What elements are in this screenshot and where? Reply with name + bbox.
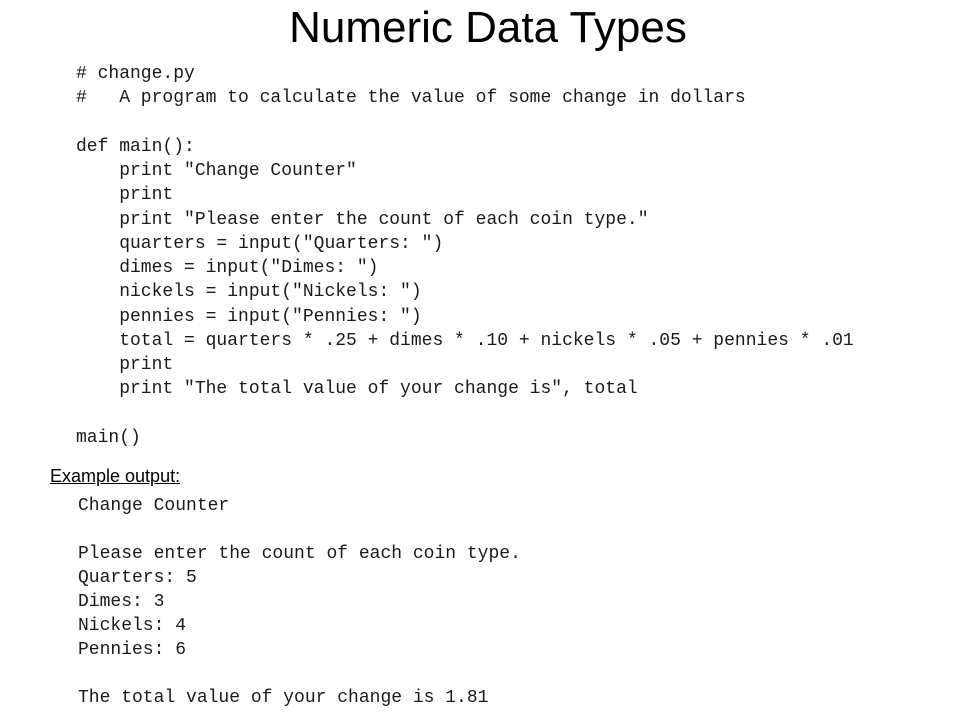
code-line: # change.py	[76, 64, 195, 84]
code-line: print "Change Counter"	[76, 161, 357, 181]
output-line: Quarters: 5	[78, 568, 197, 588]
code-line: print	[76, 355, 174, 375]
code-line: print "The total value of your change is", total	[76, 379, 638, 400]
code-listing	[76, 62, 854, 450]
slide-title: Numeric Data Types	[289, 3, 687, 52]
code-line: print "Please enter the count of each coin type."	[76, 209, 649, 230]
code-line	[76, 111, 854, 135]
code-line: def main():	[76, 136, 195, 157]
output-line: The total value of your change is 1.81	[78, 688, 489, 708]
code-line: pennies = input("Pennies: ")	[76, 306, 422, 327]
output-line: Pennies: 6	[78, 640, 187, 660]
example-output	[78, 494, 521, 710]
code-line: # A program to calculate the value of some change in dollars	[76, 88, 746, 109]
output-line: Nickels: 4	[78, 616, 187, 636]
code-line: quarters = input("Quarters: ")	[76, 233, 444, 254]
code-line: total = quarters * .25 + dimes * .10 + nickels * .05 + pennies * .01	[76, 330, 854, 351]
code-line: dimes = input("Dimes: ")	[76, 258, 379, 278]
output-line	[78, 518, 521, 542]
code-line: nickels = input("Nickels: ")	[76, 282, 422, 303]
code-line: main()	[76, 427, 141, 448]
output-line: Dimes: 3	[78, 592, 165, 612]
output-line: Please enter the count of each coin type.	[78, 544, 521, 564]
output-line	[78, 662, 521, 686]
code-line: print	[76, 185, 174, 206]
example-output-label: Example output:	[50, 466, 181, 486]
code-line	[76, 402, 854, 426]
output-line: Change Counter	[78, 496, 230, 516]
